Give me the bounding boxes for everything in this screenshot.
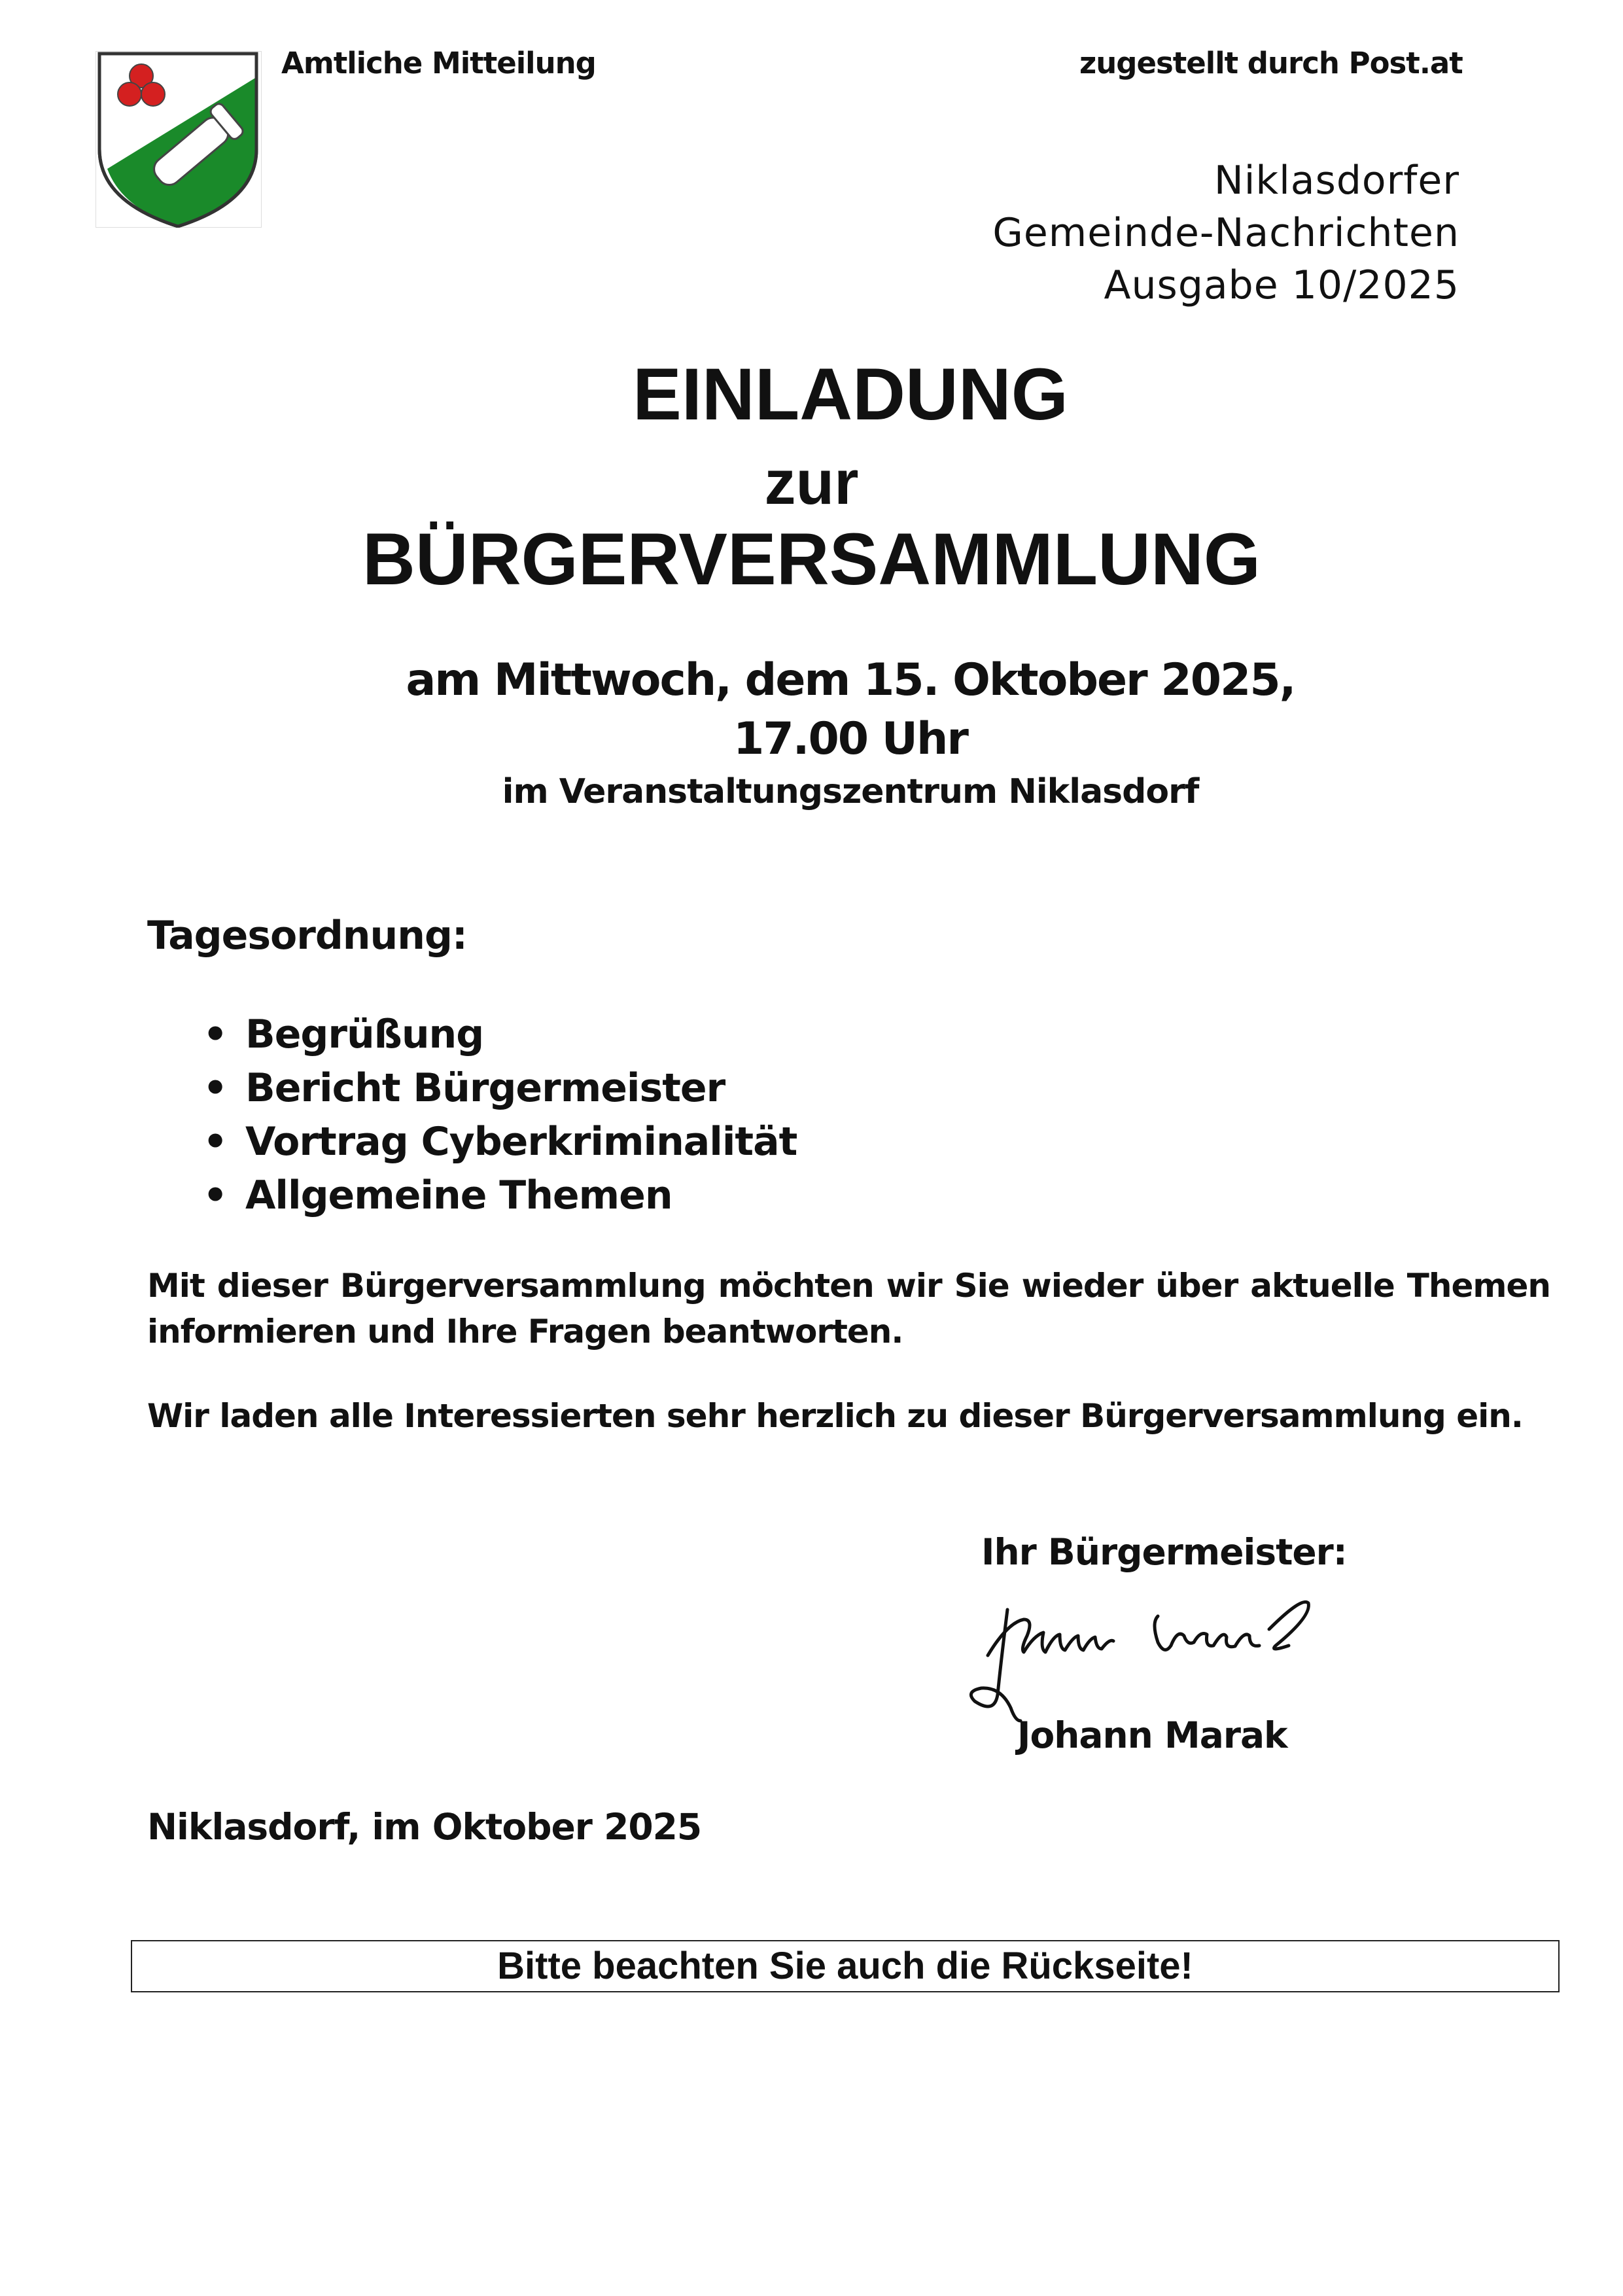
- delivery-label: zugestellt durch Post.at: [1079, 46, 1463, 80]
- body-paragraph-invite: Wir laden alle Interessierten sehr herzlich zu dieser Bürgerversammlung ein.: [147, 1397, 1523, 1435]
- list-item: [147, 1008, 797, 1061]
- signature-title: Ihr Bürgermeister:: [981, 1531, 1347, 1573]
- official-notice-label: Amtliche Mitteilung: [281, 46, 596, 80]
- bullet-icon: •: [203, 1119, 228, 1165]
- title-citizens-assembly: BÜRGERVERSAMMLUNG: [362, 518, 1261, 600]
- bullet-icon: •: [203, 1065, 228, 1111]
- issue-number: Ausgabe 10/2025: [1104, 262, 1459, 308]
- agenda-list: [147, 1008, 797, 1222]
- list-item: [147, 1061, 797, 1115]
- event-date: am Mittwoch, dem 15. Oktober 2025,: [406, 654, 1295, 706]
- backside-notice-box: [131, 1940, 1560, 1992]
- handwritten-signature: [962, 1583, 1341, 1734]
- coat-of-arms-logo: [96, 51, 262, 228]
- title-invitation: EINLADUNG: [633, 353, 1068, 435]
- publication-name-line2: Gemeinde-Nachrichten: [992, 210, 1459, 256]
- event-location: im Veranstaltungszentrum Niklasdorf: [502, 772, 1199, 811]
- bullet-icon: •: [203, 1173, 228, 1218]
- mayor-name: Johann Marak: [1017, 1714, 1287, 1756]
- bullet-icon: •: [203, 1012, 228, 1057]
- list-item: [147, 1115, 797, 1169]
- body-paragraph-info: Mit dieser Bürgerversammlung möchten wir Sie wieder über aktuelle Themen informieren und Ihre Fragen beantworten.: [147, 1267, 1550, 1351]
- publication-name-line1: Niklasdorfer: [1213, 158, 1459, 203]
- place-date: Niklasdorf, im Oktober 2025: [147, 1806, 702, 1848]
- title-zur: zur: [764, 448, 859, 518]
- agenda-item-label: Begrüßung: [245, 1012, 484, 1057]
- event-time: 17.00 Uhr: [733, 713, 968, 765]
- agenda-item-label: Allgemeine Themen: [245, 1173, 672, 1218]
- agenda-item-label: Bericht Bürgermeister: [245, 1065, 725, 1111]
- backside-notice-text: Bitte beachten Sie auch die Rückseite!: [497, 1945, 1193, 1987]
- agenda-item-label: Vortrag Cyberkriminalität: [245, 1119, 797, 1165]
- agenda-heading: Tagesordnung:: [147, 913, 467, 959]
- publication-info: [992, 154, 1459, 311]
- list-item: [147, 1169, 797, 1222]
